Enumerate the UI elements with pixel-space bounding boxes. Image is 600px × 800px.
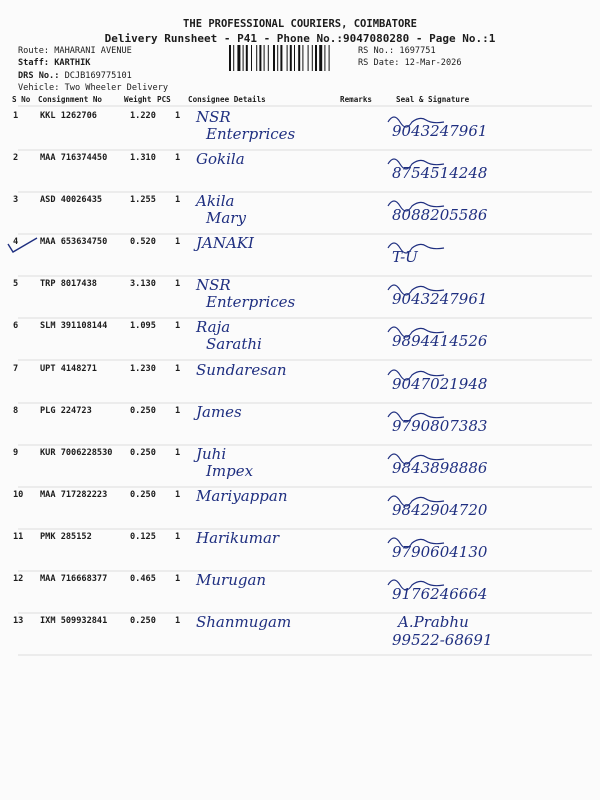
- row-weight: 1.230: [130, 364, 156, 374]
- barcode-bar: [315, 45, 317, 71]
- barcode-bar: [251, 45, 252, 71]
- row-weight: 1.255: [130, 195, 156, 205]
- consignee-handwriting: Impex: [206, 462, 254, 480]
- table-row: [0, 529, 600, 571]
- consignee-handwriting: Harikumar: [196, 529, 280, 547]
- seal-handwriting: 9043247961: [392, 290, 488, 308]
- col-remarks: Remarks: [340, 95, 373, 104]
- staff-label: Staff:: [18, 58, 50, 68]
- table-row: [0, 318, 600, 360]
- row-sno: 3: [13, 195, 19, 205]
- row-sno: 11: [13, 532, 24, 542]
- row-consignment: KUR 7006228530: [40, 448, 113, 458]
- row-weight: 0.465: [130, 574, 156, 584]
- seal-handwriting: 8088205586: [392, 206, 488, 224]
- drs-value: DCJB169775101: [64, 71, 132, 81]
- row-consignment: UPT 4148271: [40, 364, 97, 374]
- consignee-handwriting: Sundaresan: [196, 361, 287, 379]
- barcode: [228, 45, 353, 71]
- document-subtitle: Delivery Runsheet - P41 - Phone No.:9047080280 - Page No.:1: [104, 32, 496, 45]
- barcode-bar: [302, 45, 303, 71]
- barcode-bar: [243, 45, 244, 71]
- document-title: THE PROFESSIONAL COURIERS, COIMBATORE: [183, 18, 417, 30]
- rs-date-label: RS Date:: [358, 58, 400, 68]
- barcode-bar: [290, 45, 292, 71]
- route-info: [18, 46, 132, 56]
- row-consignment: IXM 509932841: [40, 616, 108, 626]
- seal-handwriting: 8754514248: [392, 164, 488, 182]
- table-row: [0, 192, 600, 234]
- row-weight: 1.095: [130, 321, 156, 331]
- staff-value: KARTHIK: [54, 58, 91, 68]
- barcode-bar: [294, 45, 295, 71]
- table-row: [0, 234, 600, 276]
- row-sno: 10: [13, 490, 24, 500]
- seal-handwriting: 9842904720: [392, 501, 488, 519]
- barcode-bar: [277, 45, 278, 71]
- route-label: Route:: [18, 46, 50, 56]
- consignee-handwriting: Raja: [196, 318, 231, 336]
- rs-number-value: 1697751: [399, 46, 436, 56]
- row-pcs: 1: [175, 616, 181, 626]
- row-pcs: 1: [175, 364, 181, 374]
- consignee-handwriting: Murugan: [196, 571, 267, 589]
- row-sno: 1: [13, 111, 19, 121]
- row-pcs: 1: [175, 195, 181, 205]
- col-seal: Seal & Signature: [396, 95, 470, 104]
- barcode-bar: [324, 45, 325, 71]
- barcode-bar: [273, 45, 275, 71]
- consignee-handwriting: JANAKI: [196, 234, 254, 252]
- rs-number-info: [358, 46, 436, 56]
- row-pcs: 1: [175, 574, 181, 584]
- row-sno: 5: [13, 279, 19, 289]
- row-consignment: TRP 8017438: [40, 279, 97, 289]
- row-sno: 9: [13, 448, 19, 458]
- row-weight: 0.520: [130, 237, 156, 247]
- consignee-handwriting: James: [196, 403, 242, 421]
- row-consignment: PMK 285152: [40, 532, 92, 542]
- barcode-bar: [280, 45, 282, 71]
- barcode-bar: [246, 45, 248, 71]
- row-weight: 1.220: [130, 111, 156, 121]
- seal-handwriting: 9176246664: [392, 585, 488, 603]
- consignee-handwriting: Enterprices: [206, 125, 296, 143]
- rs-date-info: [358, 58, 462, 68]
- col-consignee: Consignee Details: [188, 95, 266, 104]
- row-consignment: MAA 653634750: [40, 237, 108, 247]
- consignee-handwriting: Akila: [196, 192, 235, 210]
- col-sno: S No: [12, 95, 31, 104]
- row-consignment: MAA 717282223: [40, 490, 108, 500]
- barcode-bar: [237, 45, 240, 71]
- row-pcs: 1: [175, 153, 181, 163]
- row-weight: 1.310: [130, 153, 156, 163]
- seal-handwriting: 9047021948: [392, 375, 488, 393]
- seal-handwriting: 99522-68691: [392, 631, 493, 649]
- barcode-bar: [259, 45, 261, 71]
- barcode-bar: [308, 45, 309, 71]
- rs-date-value: 12-Mar-2026: [404, 58, 462, 68]
- seal-handwriting: 9043247961: [392, 122, 488, 140]
- row-consignment: MAA 716668377: [40, 574, 108, 584]
- row-pcs: 1: [175, 448, 181, 458]
- vehicle-value: Two Wheeler Delivery: [64, 83, 169, 93]
- table-row: [0, 361, 600, 403]
- row-weight: 0.250: [130, 406, 156, 416]
- vehicle-info: [18, 83, 168, 93]
- row-sno: 8: [13, 406, 19, 416]
- consignee-handwriting: NSR: [196, 108, 231, 126]
- seal-handwriting: A.Prabhu: [398, 613, 469, 631]
- seal-handwriting: 9790807383: [392, 417, 488, 435]
- seal-handwriting: 9843898886: [392, 459, 488, 477]
- seal-handwriting: T-U: [392, 248, 418, 266]
- row-pcs: 1: [175, 111, 181, 121]
- row-sno: 4: [13, 237, 19, 247]
- drs-label: DRS No.:: [18, 71, 60, 81]
- row-weight: 3.130: [130, 279, 156, 289]
- row-weight: 0.250: [130, 448, 156, 458]
- row-consignment: ASD 40026435: [40, 195, 103, 205]
- table-row: [0, 487, 600, 529]
- row-pcs: 1: [175, 237, 181, 247]
- barcode-bar: [268, 45, 269, 71]
- consignee-handwriting: Juhi: [196, 445, 227, 463]
- row-consignment: KKL 1262706: [40, 111, 97, 121]
- consignee-handwriting: Shanmugam: [196, 613, 292, 631]
- row-consignment: PLG 224723: [40, 406, 92, 416]
- row-sno: 7: [13, 364, 19, 374]
- seal-handwriting: 9790604130: [392, 543, 488, 561]
- vehicle-label: Vehicle:: [18, 83, 60, 93]
- row-pcs: 1: [175, 321, 181, 331]
- row-pcs: 1: [175, 406, 181, 416]
- row-consignment: SLM 391108144: [40, 321, 108, 331]
- route-value: MAHARANI AVENUE: [54, 46, 132, 56]
- row-consignment: MAA 716374450: [40, 153, 108, 163]
- table-row: [0, 445, 600, 487]
- row-pcs: 1: [175, 279, 181, 289]
- row-sno: 13: [13, 616, 24, 626]
- barcode-bar: [233, 45, 234, 71]
- barcode-bar: [319, 45, 322, 71]
- row-sno: 2: [13, 153, 19, 163]
- col-consignment: Consignment No: [38, 95, 103, 104]
- barcode-bar: [298, 45, 300, 71]
- row-weight: 0.250: [130, 490, 156, 500]
- row-sno: 12: [13, 574, 24, 584]
- barcode-bar: [287, 45, 288, 71]
- rs-number-label: RS No.:: [358, 46, 395, 56]
- consignee-handwriting: Sarathi: [206, 335, 262, 353]
- barcode-bar: [264, 45, 265, 71]
- row-pcs: 1: [175, 490, 181, 500]
- consignee-handwriting: Mariyappan: [196, 487, 288, 505]
- col-pcs: PCS: [157, 95, 171, 104]
- table-row: [0, 403, 600, 445]
- table-row: [0, 276, 600, 318]
- table-row: [0, 150, 600, 192]
- row-sno: 6: [13, 321, 19, 331]
- drs-info: [18, 71, 132, 81]
- consignee-handwriting: Mary: [206, 209, 246, 227]
- consignee-handwriting: Enterprices: [206, 293, 296, 311]
- table-row: [0, 571, 600, 613]
- table-row: [0, 613, 600, 655]
- row-weight: 0.250: [130, 616, 156, 626]
- barcode-bar: [329, 45, 330, 71]
- table-row: [0, 108, 600, 150]
- consignee-handwriting: Gokila: [196, 150, 245, 168]
- barcode-bar: [256, 45, 257, 71]
- row-pcs: 1: [175, 532, 181, 542]
- staff-info: [18, 58, 90, 68]
- row-weight: 0.125: [130, 532, 156, 542]
- barcode-bar: [312, 45, 313, 71]
- barcode-bar: [229, 45, 231, 71]
- col-weight: Weight: [124, 95, 152, 104]
- seal-handwriting: 9894414526: [392, 332, 488, 350]
- consignee-handwriting: NSR: [196, 276, 231, 294]
